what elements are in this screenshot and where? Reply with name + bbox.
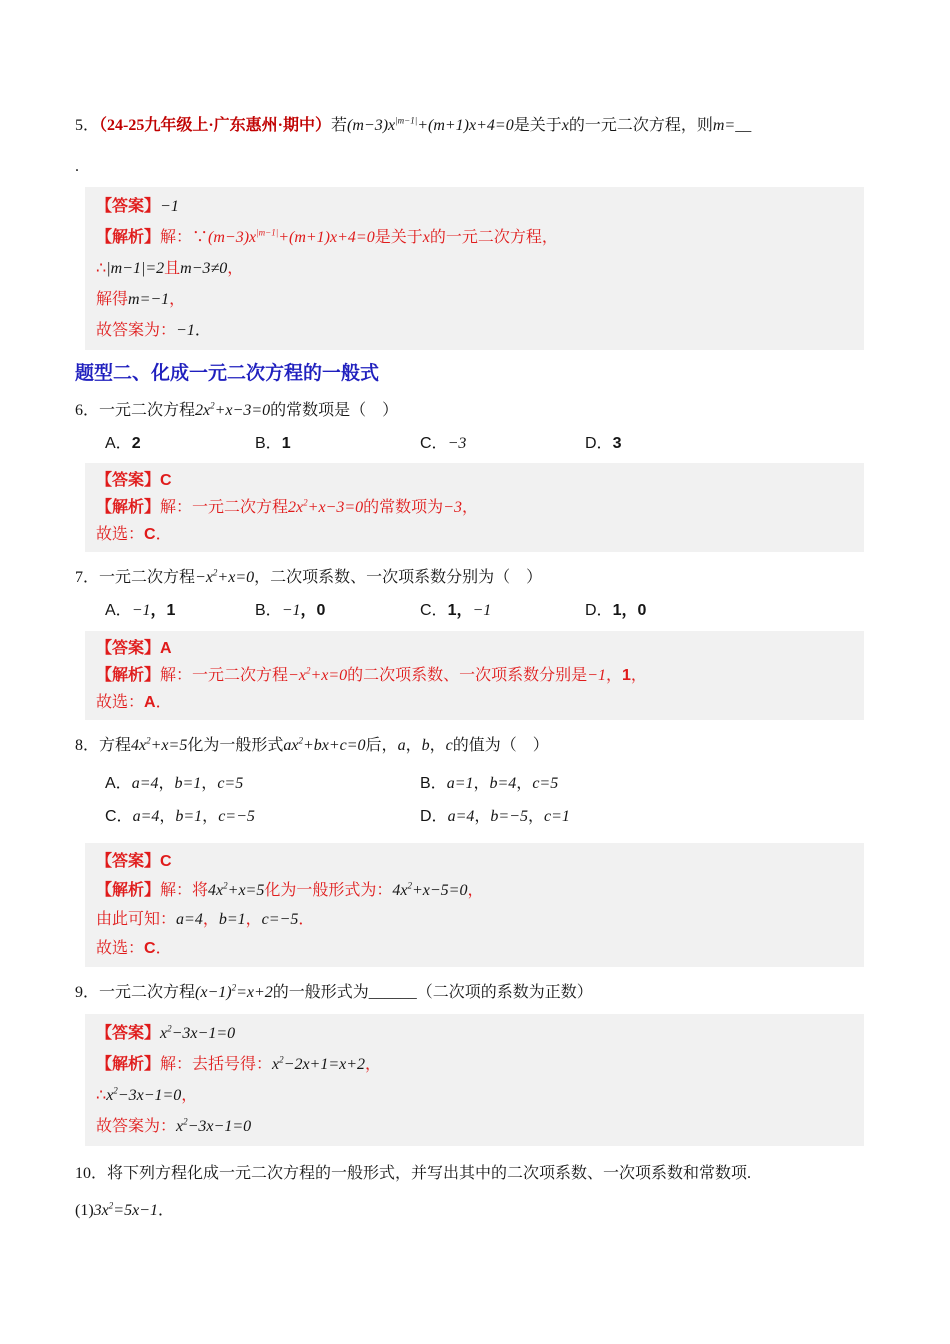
- option-a: A．−1，1: [105, 602, 176, 619]
- analysis-line: 【解析】解：$\because(m-3)x^{|m-1|}+(m+1)x+4=0$是关于x的一元二次方程，: [96, 227, 558, 246]
- analysis-line: ∴|m−1|=2且m−3≠0，: [96, 260, 244, 277]
- answer-line: 【答案】C: [96, 853, 172, 870]
- answer-line: 【答案】$x^2-3x-1=0$: [96, 1023, 236, 1042]
- analysis-line: 【解析】解：将$4x^2+x=5$化为一般形式为：$4x^2+x-5=0$，: [96, 880, 484, 899]
- analysis-line: 故选：C．: [96, 526, 172, 543]
- section-title-2: 题型二、化成一元二次方程的一般式: [75, 363, 380, 384]
- analysis-line: 由此可知：a=4，b=1，c=−5．: [96, 911, 315, 928]
- options-row: [105, 767, 880, 800]
- answer-block-q5: [85, 187, 864, 350]
- question-9: 9．一元二次方程$(x-1)^2=x+2$的一般形式为______（二次项的系数为正数）: [75, 982, 593, 1001]
- answer-block-q7: [85, 631, 864, 720]
- answer-line: 【答案】−1: [96, 198, 179, 215]
- answer-line: 【答案】A: [96, 640, 172, 657]
- analysis-line: 解得m=−1，: [96, 291, 186, 308]
- option-c: C．1，−1: [420, 602, 492, 619]
- answer-block-q9: [85, 1014, 864, 1146]
- question-5: 5．（24-25九年级上·广东惠州·期中）若$(m-3)x^{|m-1|}+(m+1)x+4=0$是关于x的一元二次方程，则m=__: [75, 115, 752, 134]
- analysis-line: 【解析】解：去括号得：$x^2-2x+1=x+2$，: [96, 1054, 382, 1073]
- analysis-line: 故答案为：$x^2-3x-1=0$: [96, 1116, 252, 1135]
- option-d: D．1，0: [585, 602, 647, 619]
- options-row: [105, 800, 880, 833]
- analysis-line: 故选：C．: [96, 940, 172, 957]
- option-a: A．2: [105, 435, 141, 452]
- question-8-options: [75, 767, 880, 833]
- question-10: 10．将下列方程化成一元二次方程的一般形式，并写出其中的二次项系数、一次项系数和常数项.: [75, 1165, 752, 1182]
- analysis-line: 【解析】解：一元二次方程$2x^2+x-3=0$的常数项为−3，: [96, 497, 478, 516]
- option-d: D．3: [585, 435, 622, 452]
- answer-block-q6: [85, 463, 864, 552]
- question-8: 8．方程$4x^2+x=5$化为一般形式$ax^2+bx+c=0$后，a，b，c的值为（ ）: [75, 735, 549, 754]
- option-b: B．a=1，b=4，c=5: [420, 775, 559, 792]
- analysis-line: $\therefore x^2-3x-1=0$，: [96, 1085, 198, 1104]
- analysis-line: 【解析】解：一元二次方程$-x^2+x=0$的二次项系数、一次项系数分别是−1，1，: [96, 665, 647, 684]
- question-5-period: .: [75, 158, 79, 175]
- question-7-options: [75, 599, 880, 623]
- option-b: B．−1，0: [255, 602, 326, 619]
- option-d: D．a=4，b=−5，c=1: [420, 808, 570, 825]
- question-6: 6．一元二次方程$2x^2+x-3=0$的常数项是（ ）: [75, 400, 399, 419]
- answer-line: 【答案】C: [96, 472, 172, 489]
- question-6-options: [75, 432, 880, 456]
- question-10-part-1: $(1)3x^2=5x-1$．: [75, 1200, 174, 1219]
- option-c: C．−3: [420, 435, 467, 452]
- analysis-line: 故选：A．: [96, 694, 172, 711]
- option-c: C．a=4，b=1，c=−5: [105, 808, 255, 825]
- option-b: B．1: [255, 435, 291, 452]
- question-7: 7．一元二次方程$-x^2+x=0$，二次项系数、一次项系数分别为（ ）: [75, 567, 543, 586]
- analysis-line: 故答案为：−1．: [96, 322, 211, 339]
- answer-block-q8: [85, 843, 864, 967]
- option-a: A．a=4，b=1，c=5: [105, 775, 244, 792]
